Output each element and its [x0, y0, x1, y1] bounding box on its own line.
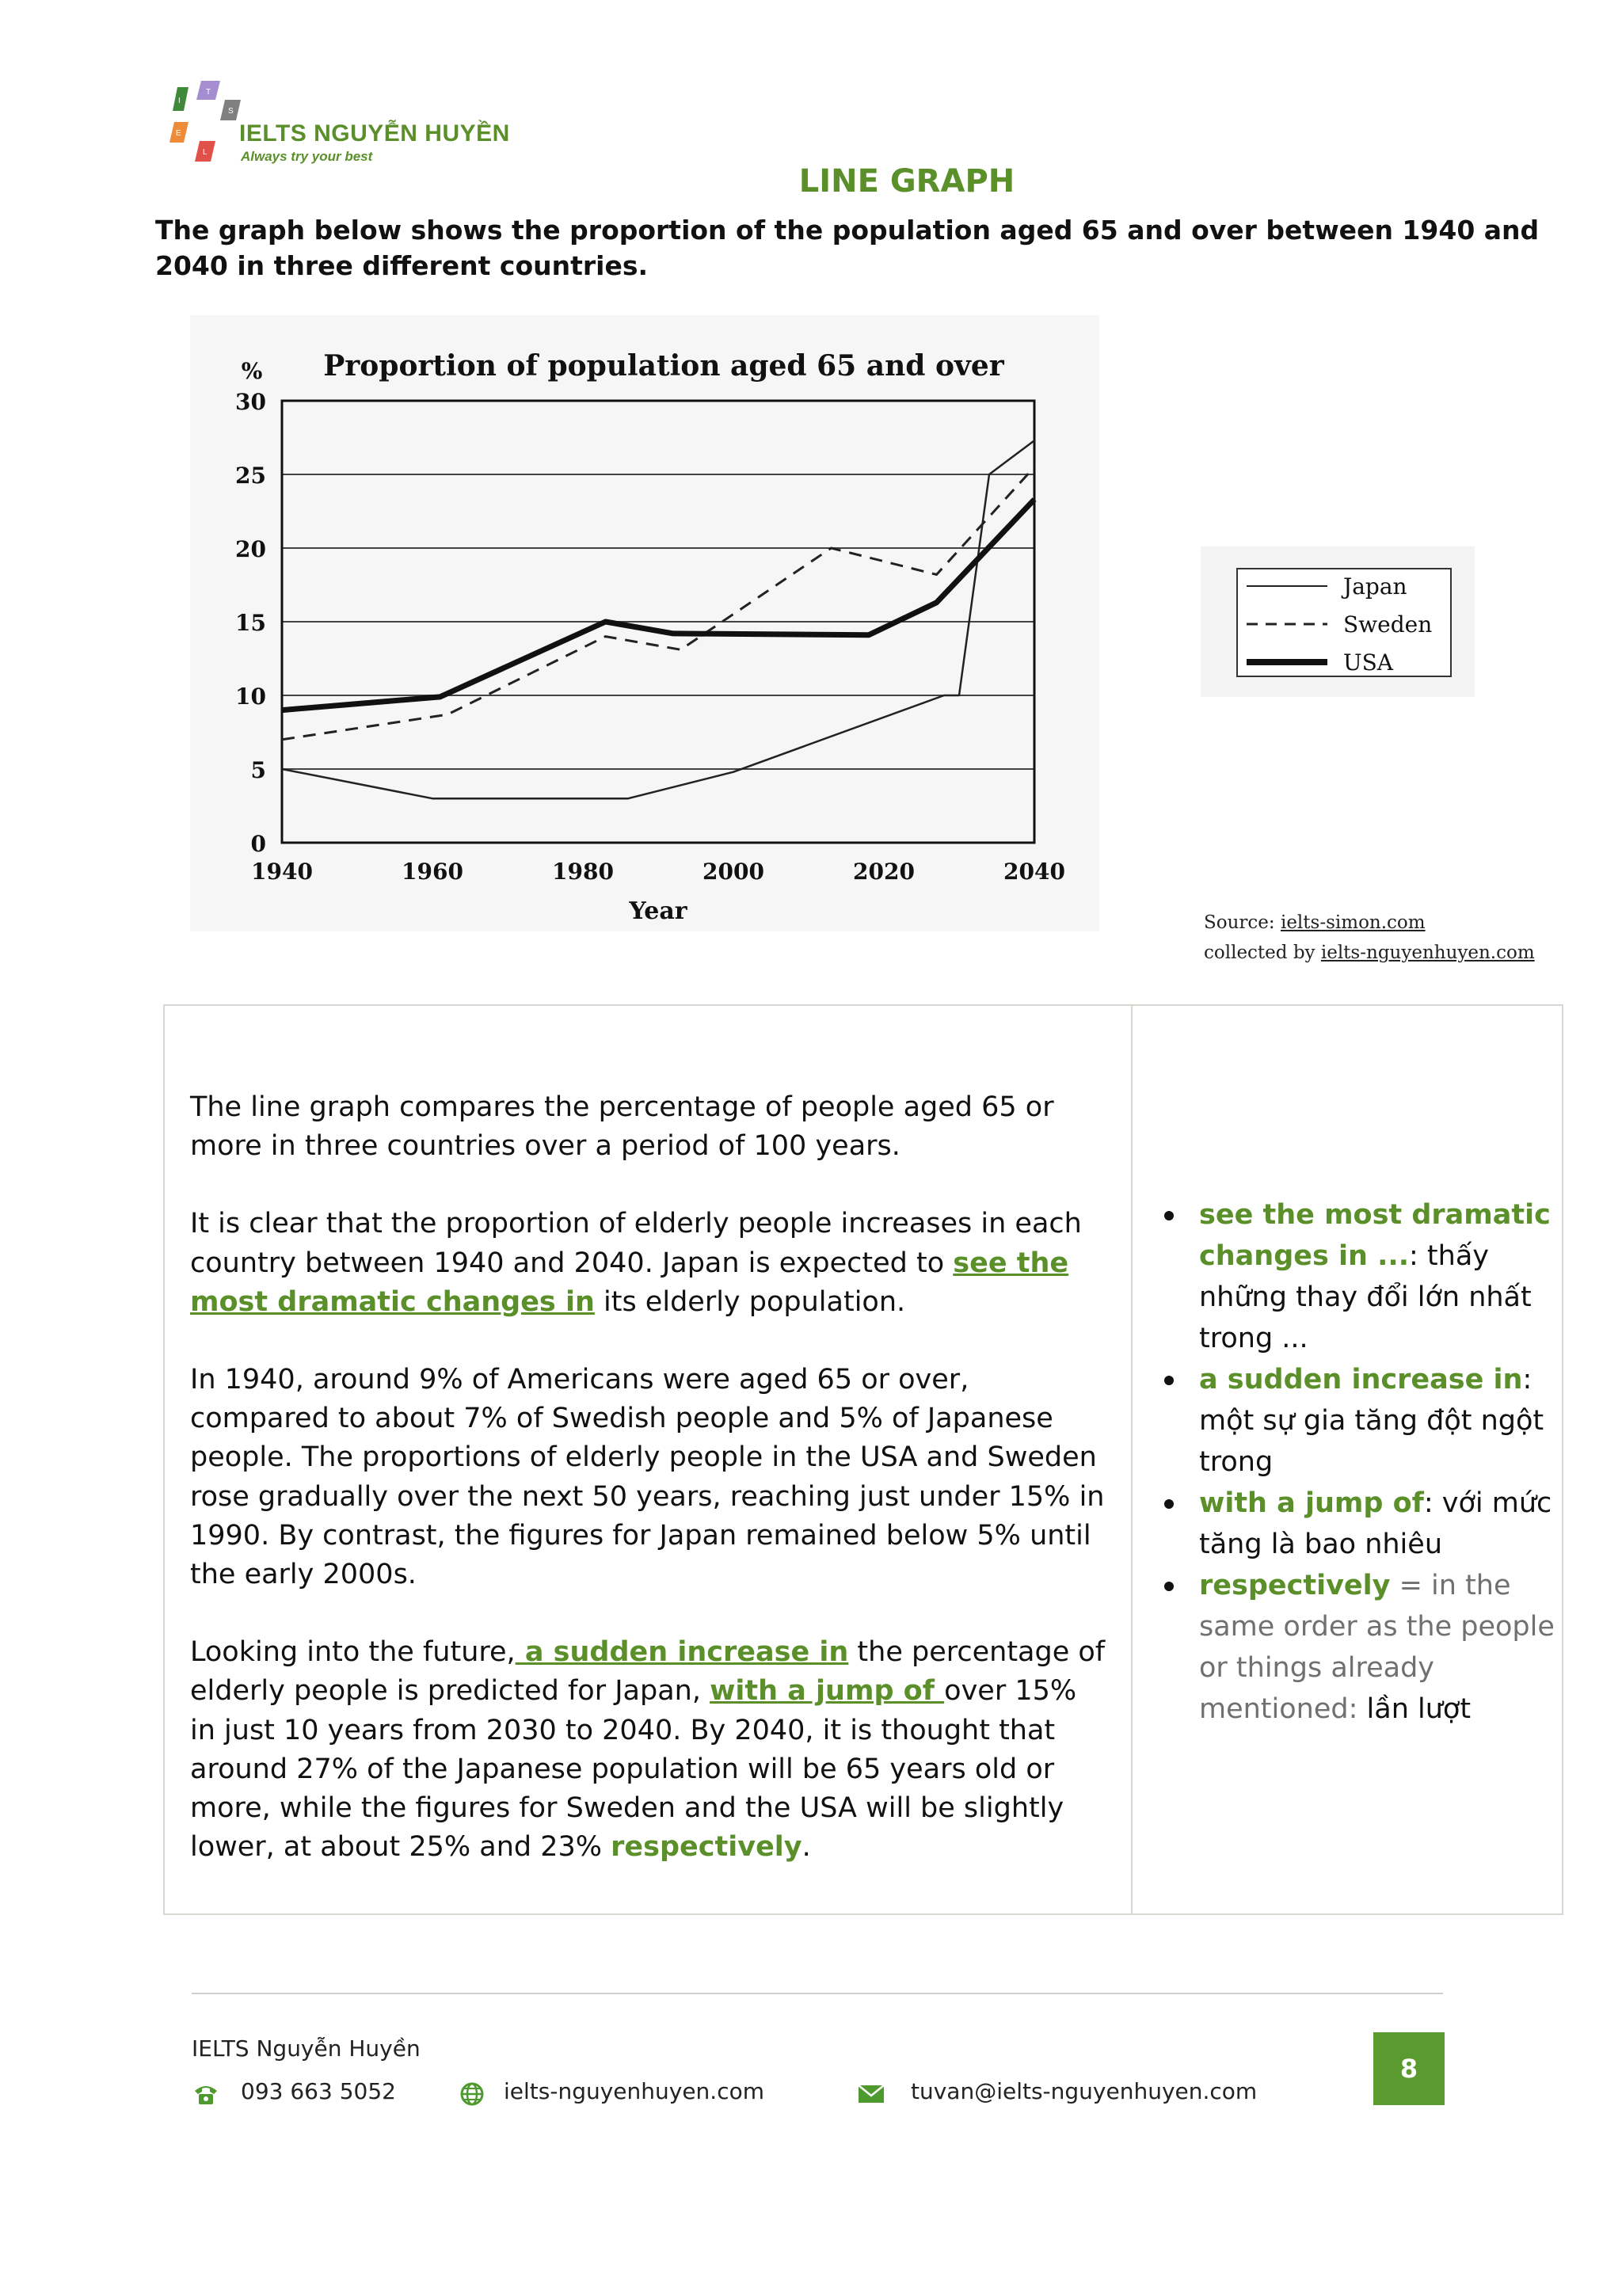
y-tick-label: 25 — [235, 463, 266, 489]
collected-by-link[interactable]: ielts-nguyenhuyen.com — [1320, 942, 1535, 963]
y-tick-label: 15 — [235, 610, 266, 636]
essay-paragraph-3: In 1940, around 9% of Americans were aged 65 or over, compared to about 7% of Swedish people and 5% of Japanese people. The proportions of elderly people in the USA and Sweden rose gradually over the next 50 years, reaching just under 15% in 1990. By contrast, the figures for Japan remained below 5% until the early 2000s. — [190, 1364, 1105, 1591]
page-number-badge: 8 — [1373, 2032, 1445, 2105]
phone-icon — [192, 2081, 220, 2107]
line-chart-svg — [190, 315, 1099, 931]
vocab-meaning: thấy những thay đổi lớn nhất trong ... — [1199, 1240, 1532, 1354]
logo-letter: S — [228, 107, 234, 116]
vocab-meaning: một sự gia tăng đột ngột trong — [1199, 1405, 1544, 1478]
vocab-gloss: = in the same order as the people or things already mentioned: — [1199, 1570, 1555, 1725]
highlight-phrase: respectively — [611, 1831, 802, 1864]
legend-label-usa: USA — [1343, 649, 1393, 676]
mail-icon — [857, 2081, 885, 2107]
brand-tagline: Always try your best — [241, 149, 373, 164]
chart-legend — [1201, 546, 1475, 697]
footer-phone[interactable]: 093 663 5052 — [241, 2078, 396, 2104]
x-tick-label: 2000 — [702, 859, 764, 885]
legend-label-japan: Japan — [1343, 573, 1407, 600]
chart-title: Proportion of population aged 65 and over — [323, 349, 1004, 383]
highlight-phrase: see the most dramatic changes in — [190, 1247, 1069, 1318]
x-tick-label: 1980 — [552, 859, 614, 885]
y-tick-label: 10 — [235, 683, 266, 710]
vocab-meaning: với mức tăng là bao nhiêu — [1199, 1487, 1552, 1560]
line-chart — [190, 315, 1099, 931]
essay-text: It is clear that the proportion of elderly people increases in each country between 1940 and 2040. Japan is expected to — [190, 1208, 1082, 1279]
highlight-phrase: with a jump of — [710, 1675, 945, 1708]
essay-text: Looking into the future, — [190, 1636, 516, 1669]
essay-paragraph-2 — [190, 1205, 1109, 1322]
source-prefix: Source: — [1204, 912, 1281, 933]
vocab-term: with a jump of — [1199, 1487, 1424, 1519]
x-tick-label: 1960 — [402, 859, 463, 885]
vocab-item — [1180, 1359, 1560, 1483]
series-line-usa — [282, 500, 1034, 710]
y-tick-label: 5 — [250, 757, 266, 783]
highlight-phrase: a sudden increase in — [515, 1636, 849, 1669]
footer-email[interactable]: tuvan@ielts-nguyenhuyen.com — [911, 2078, 1258, 2104]
x-tick-label: 2020 — [853, 859, 915, 885]
essay-paragraph-1: The line graph compares the percentage of people aged 65 or more in three countries over a period of 100 years. — [190, 1091, 1054, 1163]
series-line-japan — [282, 440, 1034, 798]
vocab-term: respectively — [1199, 1570, 1391, 1601]
vocab-sep: : — [1409, 1240, 1427, 1272]
collected-by-prefix: collected by — [1204, 942, 1321, 963]
page-title: LINE GRAPH — [798, 163, 1015, 200]
logo-letter: T — [206, 88, 211, 97]
vocab-item — [1180, 1483, 1560, 1565]
source-link[interactable]: ielts-simon.com — [1280, 912, 1426, 933]
logo-mark-icon — [165, 79, 244, 166]
footer-website[interactable]: ielts-nguyenhuyen.com — [504, 2078, 764, 2104]
chart-source — [1204, 908, 1535, 968]
logo-letter: L — [203, 148, 208, 157]
footer-divider — [192, 1993, 1443, 1994]
logo-letter: E — [176, 129, 181, 138]
task-prompt: The graph below shows the proportion of the population aged 65 and over between 1940 and 2040 in three different countries. — [155, 215, 1540, 281]
model-essay — [190, 1088, 1109, 1906]
y-tick-label: 20 — [235, 536, 266, 562]
vocab-term: see the most dramatic changes in ... — [1199, 1199, 1551, 1272]
vocab-sep: : — [1522, 1364, 1533, 1395]
y-tick-label: 0 — [250, 831, 266, 857]
legend-label-sweden: Sweden — [1343, 611, 1433, 638]
essay-text: the percentage of elderly people is predicted for Japan, — [190, 1636, 1106, 1708]
essay-text: . — [801, 1831, 811, 1864]
y-tick-label: 30 — [235, 389, 266, 415]
brand-name: IELTS NGUYỄN HUYỀN — [239, 120, 510, 147]
essay-text: its elderly population. — [594, 1285, 906, 1318]
essay-text: over 15% in just 10 years from 2030 to 2040. By 2040, it is thought that around 27% of the Japanese population will be 65 years old or more, while the figures for Sweden and the USA will be slightly lower, at about 25% and 23% — [190, 1675, 1077, 1864]
vocab-item — [1180, 1565, 1560, 1730]
y-axis-label: % — [241, 358, 263, 384]
vocab-item — [1180, 1194, 1560, 1359]
x-tick-label: 2040 — [1003, 859, 1065, 885]
logo-letter: I — [178, 97, 181, 105]
globe-icon — [458, 2081, 486, 2107]
vocab-meaning: lần lượt — [1357, 1693, 1472, 1725]
essay-paragraph-4 — [190, 1633, 1109, 1867]
vocab-sep: : — [1423, 1487, 1442, 1519]
brand-logo — [165, 79, 513, 174]
column-divider — [1131, 1006, 1133, 1913]
vocab-term: a sudden increase in — [1199, 1364, 1523, 1395]
x-tick-label: 1940 — [251, 859, 313, 885]
vocabulary-list — [1180, 1194, 1560, 1730]
footer-brand: IELTS Nguyễn Huyền — [192, 2035, 421, 2062]
x-axis-label: Year — [629, 897, 687, 925]
